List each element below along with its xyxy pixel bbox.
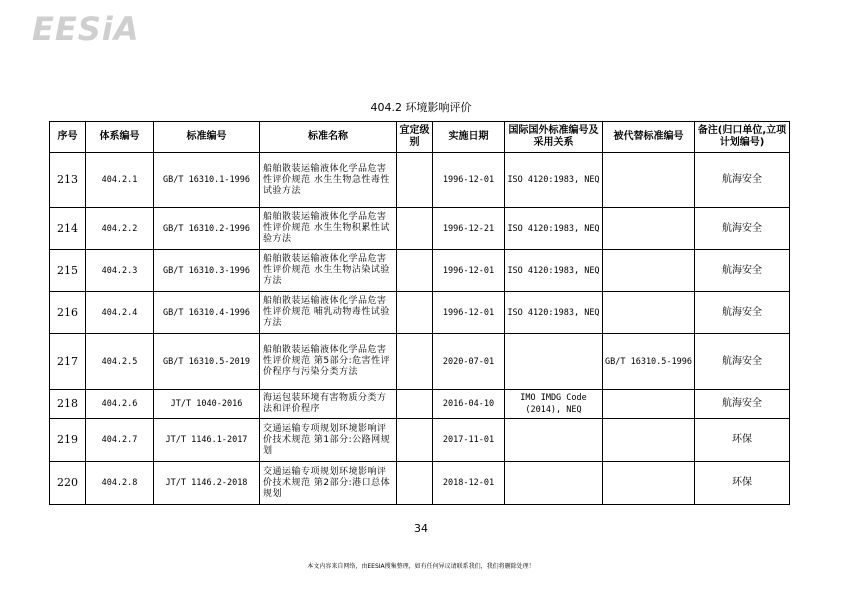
cell-seq: 220 (50, 462, 86, 505)
cell-level (397, 419, 433, 462)
cell-intl: IMO IMDG Code (2014), NEQ (505, 390, 603, 419)
cell-system-code: 404.2.4 (86, 292, 154, 334)
cell-intl: ISO 4120:1983, NEQ (505, 153, 603, 208)
header-replaced: 被代替标准编号 (603, 122, 695, 153)
cell-std-code: GB/T 16310.3-1996 (154, 250, 260, 292)
cell-intl: ISO 4120:1983, NEQ (505, 250, 603, 292)
table-row (50, 208, 790, 250)
header-remark: 备注(归口单位,立项计划编号) (695, 122, 790, 153)
cell-replaced (603, 208, 695, 250)
cell-std-code: GB/T 16310.5-2019 (154, 334, 260, 390)
header-intl: 国际国外标准编号及采用关系 (505, 122, 603, 153)
cell-seq: 218 (50, 390, 86, 419)
cell-std-name: 海运包装环境有害物质分类方法和评价程序 (260, 390, 397, 419)
cell-replaced (603, 462, 695, 505)
table-header-row (50, 122, 790, 153)
header-level: 宜定级别 (397, 122, 433, 153)
cell-remark: 航海安全 (695, 250, 790, 292)
cell-intl: ISO 4120:1983, NEQ (505, 292, 603, 334)
cell-replaced (603, 390, 695, 419)
header-std-name: 标准名称 (260, 122, 397, 153)
cell-remark: 航海安全 (695, 334, 790, 390)
cell-seq: 216 (50, 292, 86, 334)
cell-remark: 航海安全 (695, 208, 790, 250)
cell-system-code: 404.2.6 (86, 390, 154, 419)
cell-intl (505, 462, 603, 505)
cell-date: 1996-12-01 (433, 292, 505, 334)
table-row (50, 390, 790, 419)
cell-seq: 217 (50, 334, 86, 390)
table-row (50, 334, 790, 390)
cell-std-code: JT/T 1146.2-2018 (154, 462, 260, 505)
header-seq: 序号 (50, 122, 86, 153)
cell-date: 1996-12-01 (433, 153, 505, 208)
cell-remark: 环保 (695, 462, 790, 505)
cell-std-code: JT/T 1040-2016 (154, 390, 260, 419)
cell-system-code: 404.2.2 (86, 208, 154, 250)
cell-level (397, 153, 433, 208)
table-row (50, 292, 790, 334)
table-row (50, 462, 790, 505)
header-date: 实施日期 (433, 122, 505, 153)
cell-system-code: 404.2.3 (86, 250, 154, 292)
cell-level (397, 292, 433, 334)
cell-date: 2017-11-01 (433, 419, 505, 462)
cell-level (397, 250, 433, 292)
cell-replaced: GB/T 16310.5-1996 (603, 334, 695, 390)
cell-std-name: 交通运输专项规划环境影响评价技术规范 第1部分:公路网规划 (260, 419, 397, 462)
cell-std-code: GB/T 16310.2-1996 (154, 208, 260, 250)
cell-std-name: 船舶散装运输液体化学品危害性评价规范 哺乳动物毒性试验方法 (260, 292, 397, 334)
cell-replaced (603, 250, 695, 292)
table-row (50, 250, 790, 292)
cell-level (397, 334, 433, 390)
cell-std-name: 船舶散装运输液体化学品危害性评价规范 水生生物沾染试验方法 (260, 250, 397, 292)
cell-level (397, 390, 433, 419)
cell-date: 1996-12-21 (433, 208, 505, 250)
cell-level (397, 462, 433, 505)
cell-replaced (603, 419, 695, 462)
cell-remark: 航海安全 (695, 153, 790, 208)
cell-std-code: GB/T 16310.1-1996 (154, 153, 260, 208)
header-system-code: 体系编号 (86, 122, 154, 153)
cell-date: 2018-12-01 (433, 462, 505, 505)
cell-system-code: 404.2.1 (86, 153, 154, 208)
table-row (50, 153, 790, 208)
cell-std-name: 船舶散装运输液体化学品危害性评价规范 水生生物积累性试验方法 (260, 208, 397, 250)
cell-std-name: 船舶散装运输液体化学品危害性评价规范 水生生物急性毒性试验方法 (260, 153, 397, 208)
section-title: 404.2 环境影响评价 (370, 101, 472, 114)
cell-replaced (603, 153, 695, 208)
cell-seq: 214 (50, 208, 86, 250)
eesia-logo: EESiA (32, 10, 140, 48)
cell-system-code: 404.2.5 (86, 334, 154, 390)
page-number: 34 (414, 522, 428, 535)
cell-level (397, 208, 433, 250)
standards-table (49, 121, 790, 505)
cell-intl: ISO 4120:1983, NEQ (505, 208, 603, 250)
cell-std-name: 船舶散装运输液体化学品危害性评价规范 第5部分:危害性评价程序与污染分类方法 (260, 334, 397, 390)
table-row (50, 419, 790, 462)
cell-remark: 航海安全 (695, 292, 790, 334)
cell-date: 1996-12-01 (433, 250, 505, 292)
cell-remark: 环保 (695, 419, 790, 462)
cell-intl (505, 334, 603, 390)
cell-seq: 219 (50, 419, 86, 462)
cell-std-code: JT/T 1146.1-2017 (154, 419, 260, 462)
cell-replaced (603, 292, 695, 334)
cell-date: 2016-04-10 (433, 390, 505, 419)
cell-std-name: 交通运输专项规划环境影响评价技术规范 第2部分:港口总体规划 (260, 462, 397, 505)
header-std-code: 标准编号 (154, 122, 260, 153)
cell-intl (505, 419, 603, 462)
footer-disclaimer: 本文内容来自网络，由EESIA搜集整理，如有任何异议请联系我们，我们将删除处理！ (307, 563, 535, 570)
cell-system-code: 404.2.7 (86, 419, 154, 462)
cell-std-code: GB/T 16310.4-1996 (154, 292, 260, 334)
cell-remark: 航海安全 (695, 390, 790, 419)
cell-seq: 213 (50, 153, 86, 208)
cell-system-code: 404.2.8 (86, 462, 154, 505)
cell-seq: 215 (50, 250, 86, 292)
cell-date: 2020-07-01 (433, 334, 505, 390)
